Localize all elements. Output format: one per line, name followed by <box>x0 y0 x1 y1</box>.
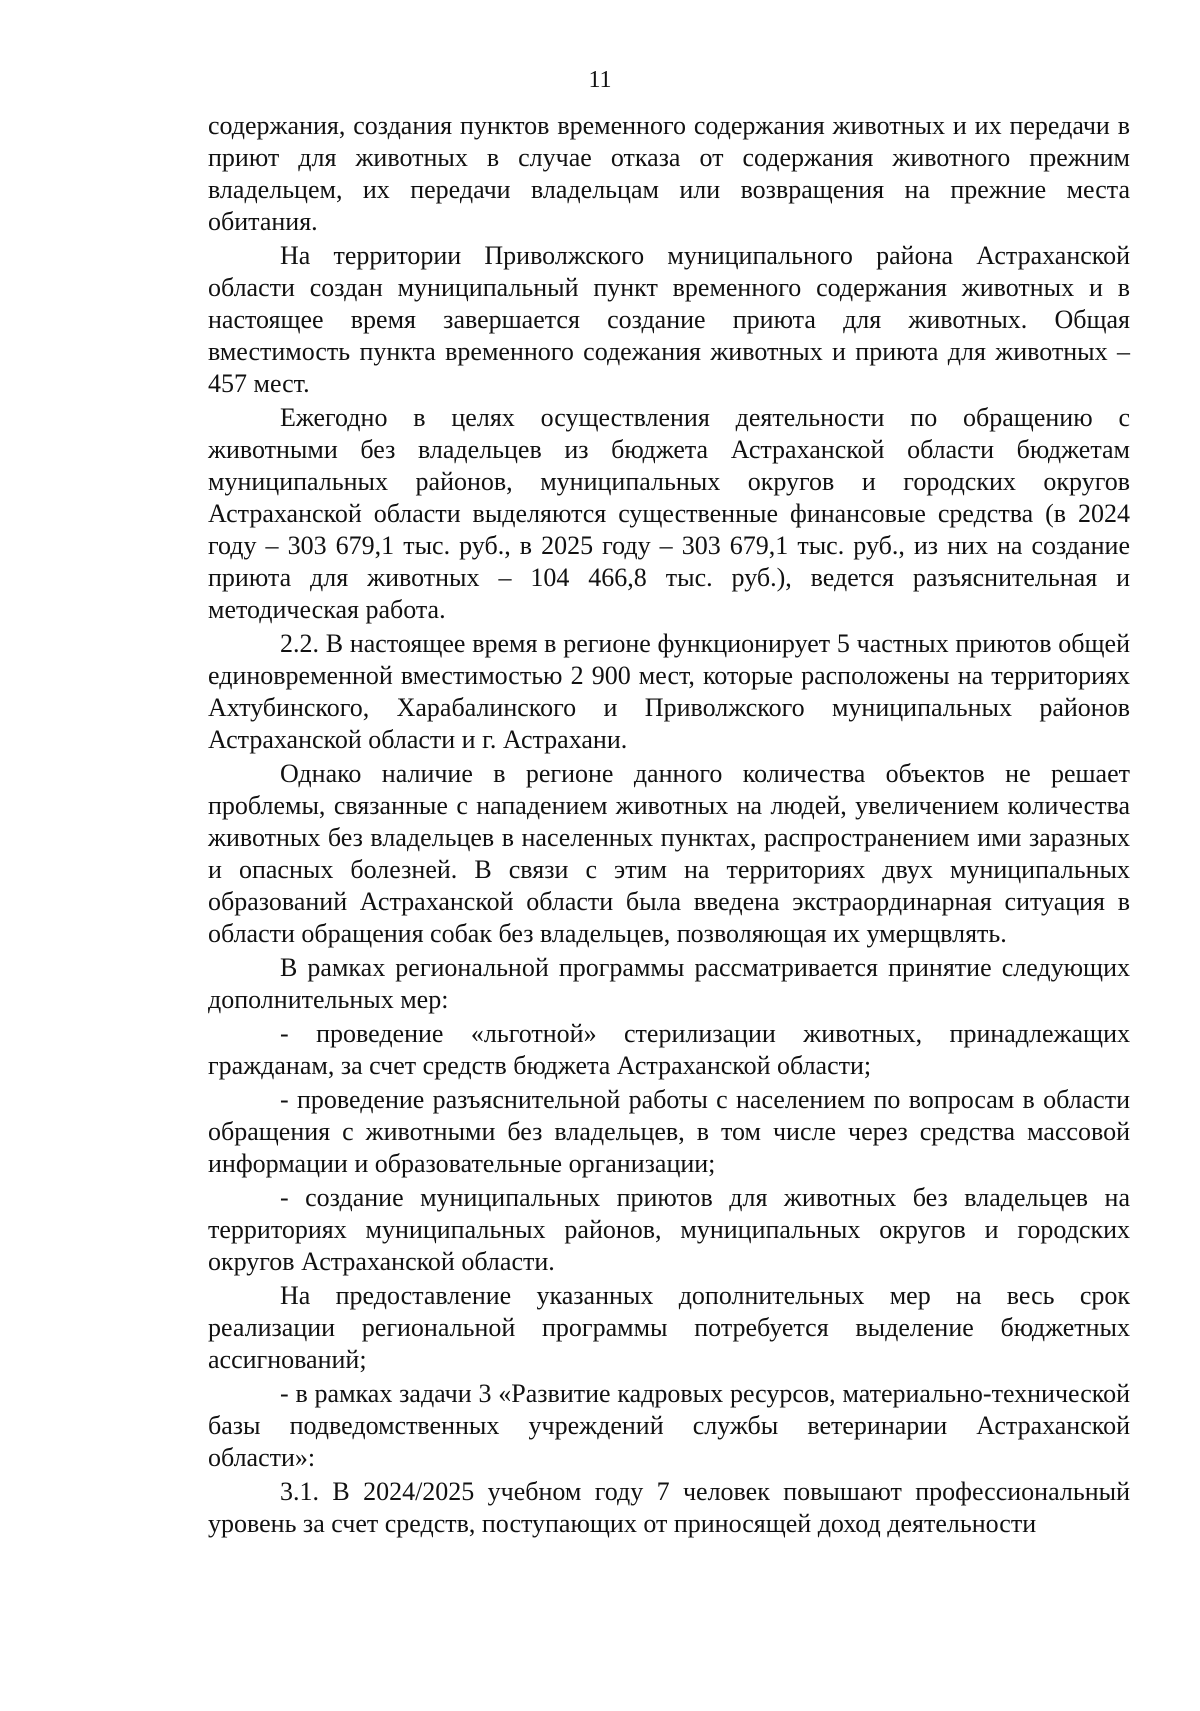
list-item-sterilization: - проведение «льготной» стерилизации животных, принадлежащих гражданам, за счет средств бюджета Астраханской области; <box>208 1019 1130 1080</box>
paragraph-budget-allocation: На предоставление указанных дополнительных мер на весь срок реализации региональной программы потребуется выделение бюджетных ассигнований; <box>208 1281 1130 1374</box>
page-number: 11 <box>588 67 612 93</box>
list-item-municipal-shelters: - создание муниципальных приютов для животных без владельцев на территориях муниципальных районов, муниципальных округов и городских округов Астраханской области. <box>208 1183 1130 1276</box>
paragraph-continuation: содержания, создания пунктов временного содержания животных и их передачи в приют для животных в случае отказа от содержания животного прежним владельцем, их передачи владельцам или возвращения на прежние места обитания. <box>208 111 1130 236</box>
paragraph-shelter-privolzhsky: На территории Приволжского муниципального района Астраханской области создан муниципальный пункт временного содержания животных и в настоящее время завершается создание приюта для животных. Общая вместимость пункта временного содежания животных и приюта для животных – 457 мест. <box>208 241 1130 398</box>
paragraph-annual-funding: Ежегодно в целях осуществления деятельности по обращению с животными без владельцев из бюджета Астраханской области бюджетам муниципальных районов, муниципальных округов и городских округов Астраханской области выделяются существенные финансовые средства (в 2024 году – 303 679,1 тыс. руб., в 2025 году – 303 679,1 тыс. руб., из них на создание приюта для животных – 104 466,8 тыс. руб.), ведется разъяснительная и методическая работа. <box>208 403 1130 624</box>
list-item-outreach: - проведение разъяснительной работы с населением по вопросам в области обращения с животными без владельцев, в том числе через средства массовой информации и образовательные организации; <box>208 1085 1130 1178</box>
paragraph-private-shelters: 2.2. В настоящее время в регионе функционирует 5 частных приютов общей единовременной вместимостью 2 900 мест, которые расположены на территориях Ахтубинского, Харабалинского и Приволжского муниципальных районов Астраханской области и г. Астрахани. <box>208 629 1130 754</box>
list-item-task-3: - в рамках задачи 3 «Развитие кадровых ресурсов, материально-технической базы подведомственных учреждений службы ветеринарии Астраханской области»: <box>208 1379 1130 1472</box>
paragraph-additional-measures-intro: В рамках региональной программы рассматривается принятие следующих дополнительных мер: <box>208 953 1130 1014</box>
document-body <box>208 110 1130 1542</box>
paragraph-3-1: 3.1. В 2024/2025 учебном году 7 человек повышают профессиональный уровень за счет средств, поступающих от приносящей доход деятельности <box>208 1477 1130 1538</box>
paragraph-problems: Однако наличие в регионе данного количества объектов не решает проблемы, связанные с нападением животных на людей, увеличением количества животных без владельцев в населенных пунктах, распространением ими заразных и опасных болезней. В связи с этим на территориях двух муниципальных образований Астраханской области была введена экстраординарная ситуация в области обращения собак без владельцев, позволяющая их умерщвлять. <box>208 759 1130 948</box>
